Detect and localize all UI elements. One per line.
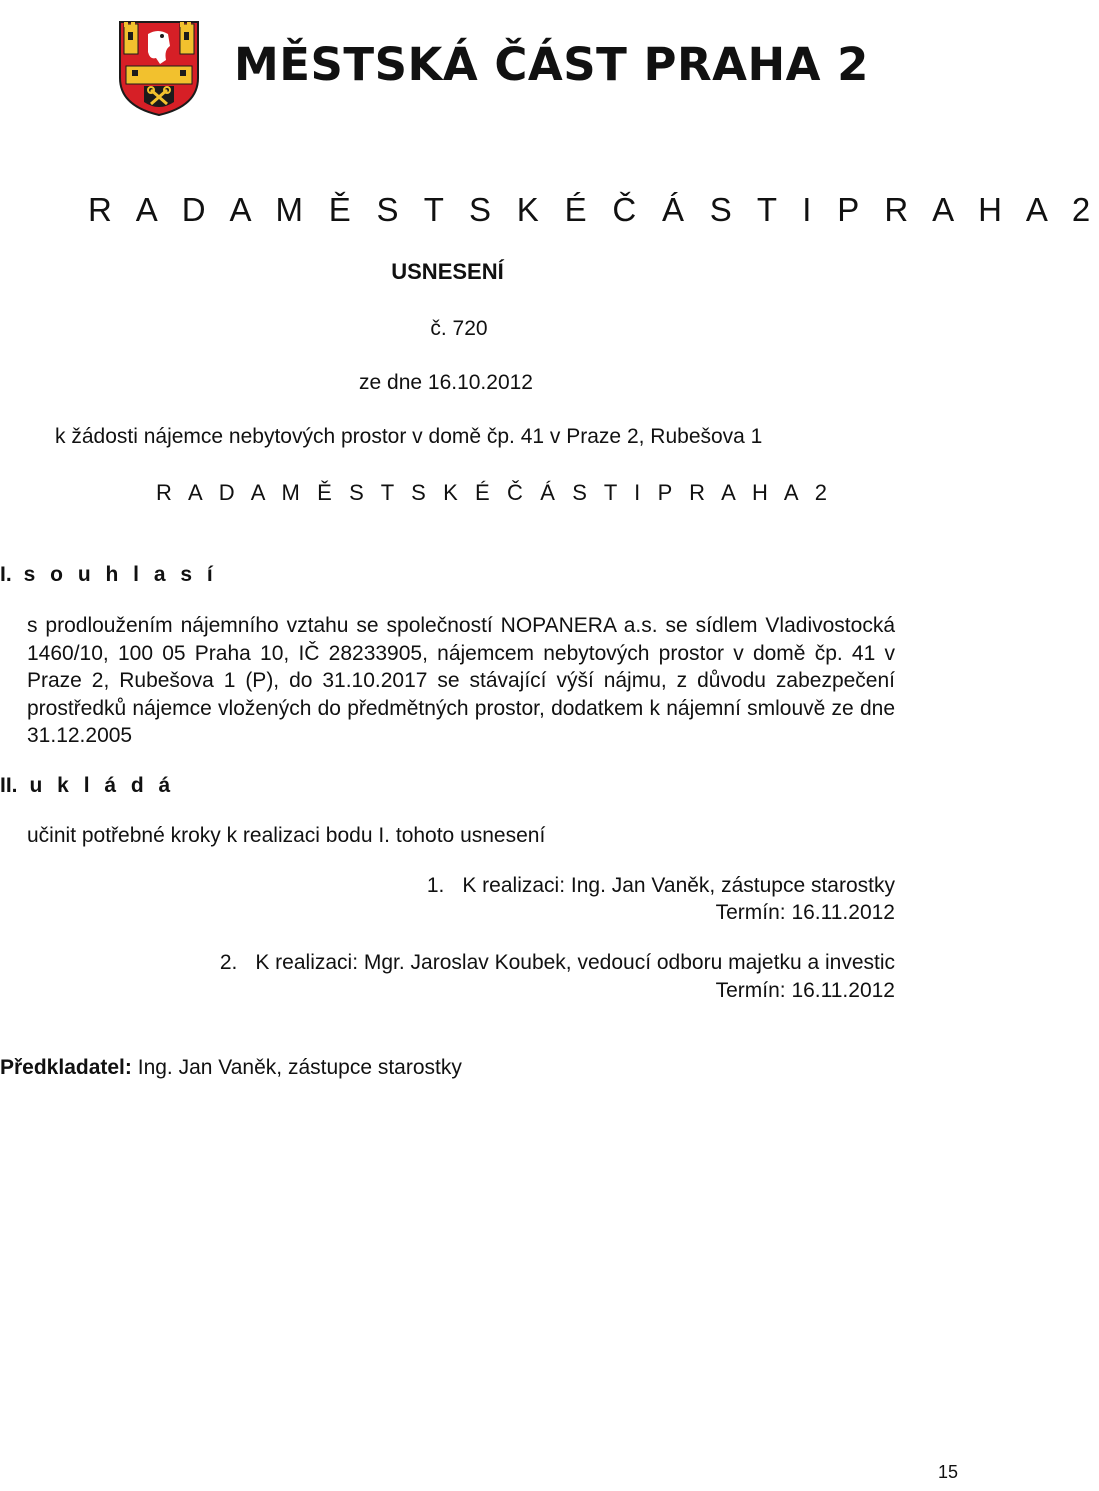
section-1-verb: s o u h l a s í [23,563,218,586]
presenter [0,1056,462,1080]
section-2-heading [0,774,175,798]
section-1-heading [0,563,217,587]
resolution-subject: k žádosti nájemce nebytových prostor v domě čp. 41 v Praze 2, Rubešova 1 [55,425,763,448]
section-2-text: učinit potřebné kroky k realizaci bodu I. tohoto usnesení [27,824,546,847]
responsible-text: K realizaci: Ing. Jan Vaněk, zástupce starostky [462,874,895,897]
responsible-deadline: Termín: 16.11.2012 [715,979,895,1002]
section-1-number: I. [0,563,12,586]
logo-wordmark: MĚSTSKÁ ČÁST PRAHA 2 [234,38,869,91]
council-title-secondary: R A D A M Ě S T S K É Č Á S T I P R A H A 2 [156,480,833,505]
presenter-label: Předkladatel: [0,1056,132,1079]
page-number: 15 [938,1462,959,1482]
responsible-text: K realizaci: Mgr. Jaroslav Koubek, vedoucí odboru majetku a investic [255,951,895,974]
responsible-index: 2. [219,951,238,974]
responsible-index: 1. [426,874,445,897]
council-title: R A D A M Ě S T S K É Č Á S T I P R A H A 2 [88,191,1099,228]
section-2-number: II. [0,774,18,797]
section-1-text: s prodloužením nájemního vztahu se společností NOPANERA a.s. se sídlem Vladivostocká 1460/10, 100 05 Praha 10, IČ 28233905, nájemcem nebytových prostor v domě čp. 41 v Praze 2, Rubešova 1 (P), do 31.10.2017 se stávající výší nájmu, z důvodu zabezpečení prostředků nájemce vložených do předmětných prostor, dodatkem k nájemní smlouvě ze dne 31.12.2005 [27,614,895,747]
responsible-item [0,951,895,975]
responsible-item [0,874,895,898]
resolution-number: č. 720 [430,317,488,340]
document-type: USNESENÍ [391,259,504,284]
resolution-date: ze dne 16.10.2012 [359,371,533,394]
prague-2-coat-of-arms-icon [118,20,200,116]
presenter-name: Ing. Jan Vaněk, zástupce starostky [137,1056,462,1079]
section-2-verb: u k l á d á [29,774,175,797]
responsible-deadline: Termín: 16.11.2012 [715,901,895,924]
